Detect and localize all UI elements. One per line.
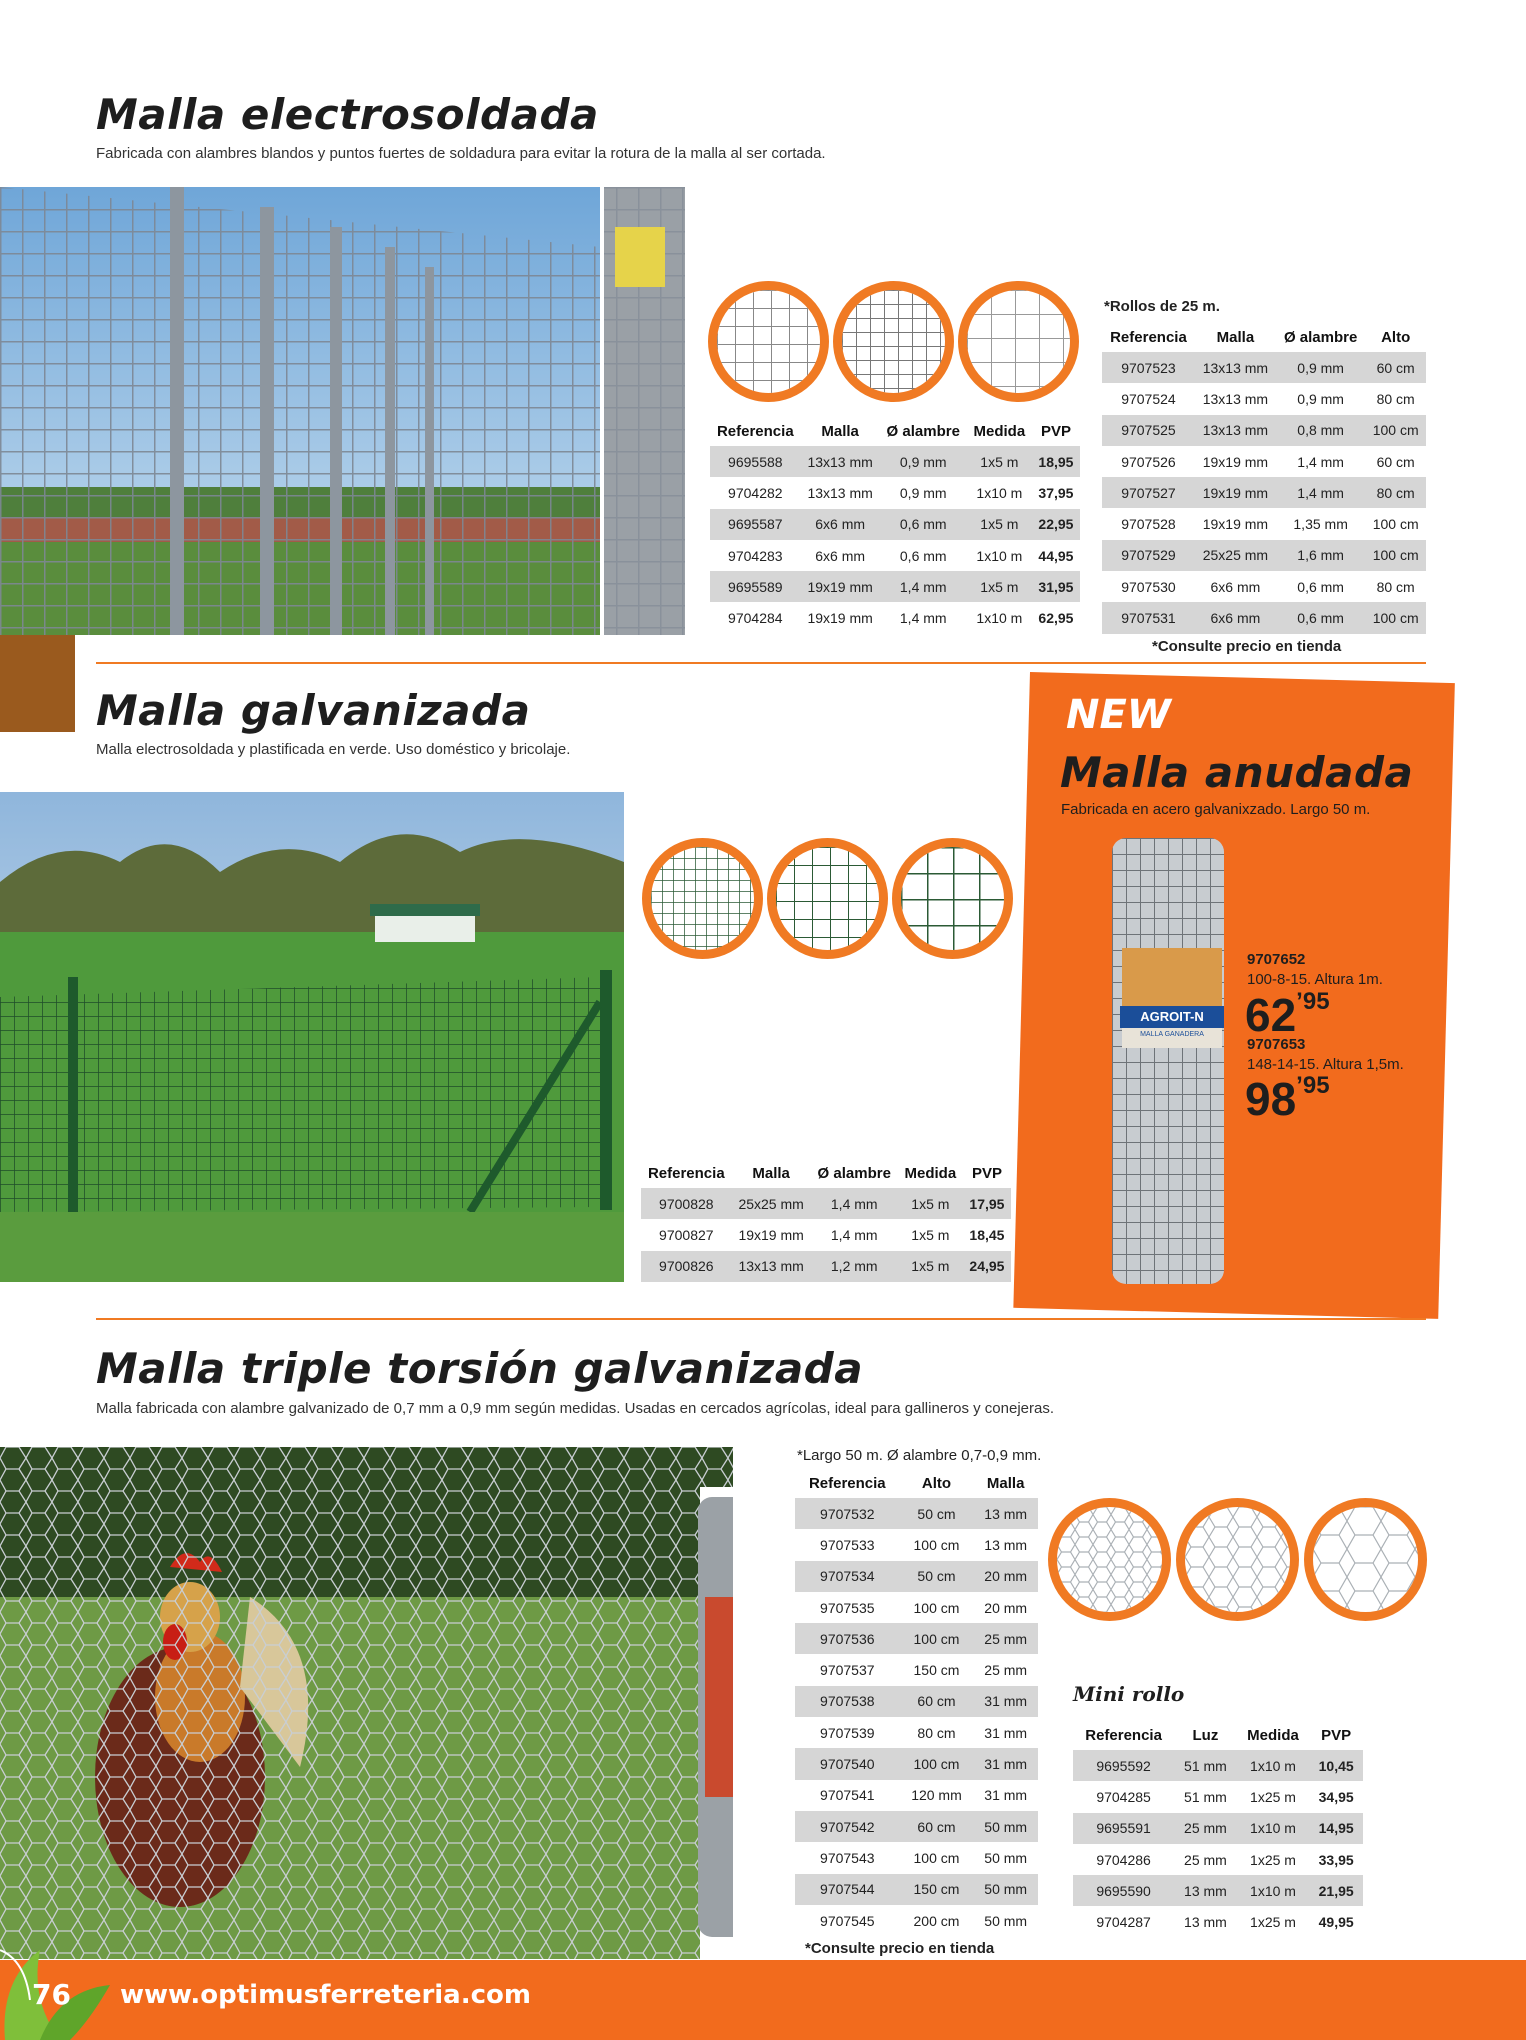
section-title: Malla galvanizada xyxy=(96,686,531,735)
table-cell: 49,95 xyxy=(1318,1914,1354,1931)
table-cell: 44,95 xyxy=(1038,547,1074,564)
table-cell: 51 mm xyxy=(1174,1750,1237,1781)
table-cell: 9707542 xyxy=(795,1811,900,1842)
table-cell: 9707540 xyxy=(795,1748,900,1779)
col-header: Ø alambre xyxy=(886,422,960,440)
table-cell: 1,4 mm xyxy=(1276,477,1365,508)
hex-mesh-50mm-circle xyxy=(1304,1498,1427,1621)
table-cell: 9704284 xyxy=(728,610,783,627)
roll-sub: MALLA GANADERA xyxy=(1140,1031,1204,1038)
col-header: Referencia xyxy=(1085,1726,1162,1744)
table-cell: 9707536 xyxy=(795,1623,900,1654)
table-cell: 100 cm xyxy=(900,1748,974,1779)
table-cell: 9707525 xyxy=(1102,415,1195,446)
garden-fence-photo xyxy=(0,792,624,1282)
table-cell: 1x10 m xyxy=(1237,1813,1310,1844)
table-cell: 9707539 xyxy=(820,1724,875,1741)
table-row xyxy=(1102,602,1426,633)
table-cell: 60 cm xyxy=(1365,352,1426,383)
table-cell: 50 mm xyxy=(984,1849,1028,1866)
table-cell: 9707532 xyxy=(795,1498,900,1529)
promo-subtitle: Fabricada en acero galvanixzado. Largo 50 m. xyxy=(1061,801,1371,818)
table-cell: 1x5 m xyxy=(967,446,1032,477)
table-cell: 60 cm xyxy=(900,1686,974,1717)
table-cell: 13x13 mm xyxy=(801,446,880,477)
table-row xyxy=(1102,446,1426,477)
price-dec: ’95 xyxy=(1296,988,1330,1015)
table-row xyxy=(795,1498,1038,1529)
col-header: PVP xyxy=(971,1164,1002,1182)
table-cell: 9707533 xyxy=(820,1536,875,1553)
table-cell: 31 mm xyxy=(973,1748,1038,1779)
table-row xyxy=(710,446,1080,477)
table-cell: 25 mm xyxy=(984,1662,1028,1679)
table-row xyxy=(1073,1844,1363,1875)
table-cell: 31 mm xyxy=(973,1686,1038,1717)
table-cell: 1,2 mm xyxy=(811,1251,898,1282)
table-cell: 37,95 xyxy=(1038,484,1074,501)
table-cell: 9704286 xyxy=(1096,1851,1151,1868)
table-cell: 0,6 mm xyxy=(880,509,967,540)
table-cell: 0,6 mm xyxy=(1297,578,1344,595)
leaf-icon xyxy=(0,1890,110,2040)
table-cell: 9695592 xyxy=(1073,1750,1174,1781)
table-cell: 50 mm xyxy=(973,1811,1038,1842)
table-cell: 9707534 xyxy=(795,1561,900,1592)
col-header: PVP xyxy=(1321,1726,1352,1744)
table-cell: 31 mm xyxy=(984,1724,1028,1741)
table-cell: 1x25 m xyxy=(1250,1788,1296,1805)
rooster-photo xyxy=(0,1447,733,1959)
table-cell: 1x10 m xyxy=(976,547,1023,564)
table-cell: 50 mm xyxy=(984,1912,1028,1929)
table-cell: 9695589 xyxy=(710,571,801,602)
table-row xyxy=(641,1219,1011,1250)
table-cell: 9707541 xyxy=(820,1787,875,1804)
table-row xyxy=(710,571,1080,602)
table-cell: 1x10 m xyxy=(1237,1750,1310,1781)
table-cell: 120 mm xyxy=(911,1787,962,1804)
table-cell: 1,4 mm xyxy=(899,610,947,627)
table-cell: 100 cm xyxy=(913,1599,960,1616)
mesh-sample-19x19-circle xyxy=(958,281,1079,402)
table-cell: 9704285 xyxy=(1096,1788,1151,1805)
table-cell: 0,9 mm xyxy=(880,446,967,477)
section-title: Malla triple torsión galvanizada xyxy=(96,1344,864,1393)
table-cell: 9707523 xyxy=(1102,352,1195,383)
table-cell: 0,9 mm xyxy=(1297,390,1344,407)
table-cell: 9695588 xyxy=(710,446,801,477)
table-cell: 18,95 xyxy=(1032,446,1080,477)
table-row xyxy=(795,1811,1038,1842)
table-cell: 80 cm xyxy=(1376,390,1415,407)
table-cell: 1x25 m xyxy=(1250,1851,1296,1868)
table-cell: 1,35 mm xyxy=(1293,516,1348,533)
table-cell: 19x19 mm xyxy=(801,571,880,602)
promo-title: Malla anudada xyxy=(1060,748,1414,797)
col-header: Medida xyxy=(973,422,1026,440)
table-cell: 18,45 xyxy=(969,1226,1005,1243)
promo-badge: NEW xyxy=(1066,692,1171,738)
hex-mesh-13mm-circle xyxy=(1048,1498,1171,1621)
table-cell: 13x13 mm xyxy=(1195,415,1276,446)
hex-mesh-25mm-circle xyxy=(1176,1498,1299,1621)
table-row xyxy=(795,1654,1038,1685)
table-cell: 9707543 xyxy=(820,1849,875,1866)
table-cell: 9707545 xyxy=(820,1912,875,1929)
electrosoldada-price-table xyxy=(710,416,1080,634)
table-cell: 51 mm xyxy=(1184,1788,1227,1805)
table-row xyxy=(795,1905,1038,1936)
table-cell: 1x10 m xyxy=(976,484,1023,501)
table-footnote: *Consulte precio en tienda xyxy=(1152,638,1342,655)
promo-item-1-desc: 100-8-15. Altura 1m. xyxy=(1247,971,1383,988)
table-cell: 1,4 mm xyxy=(830,1226,878,1243)
table-row xyxy=(1073,1813,1363,1844)
table-row xyxy=(795,1717,1038,1748)
table-row xyxy=(1102,477,1426,508)
table-cell: 9707531 xyxy=(1102,602,1195,633)
roll-brand: AGROIT-N xyxy=(1140,1009,1204,1024)
table-cell: 9707544 xyxy=(795,1874,900,1905)
table-footnote: *Consulte precio en tienda xyxy=(805,1940,995,1957)
table-cell: 24,95 xyxy=(963,1251,1011,1282)
table-cell: 50 cm xyxy=(900,1498,974,1529)
table-cell: 1x25 m xyxy=(1250,1914,1296,1931)
col-header: Malla xyxy=(1216,328,1255,346)
mesh-sample-25x25-circle xyxy=(892,838,1013,959)
table-cell: 150 cm xyxy=(913,1662,960,1679)
table-cell: 50 cm xyxy=(900,1561,974,1592)
table-cell: 100 cm xyxy=(900,1623,974,1654)
table-row xyxy=(1073,1906,1363,1937)
table-note: *Rollos de 25 m. xyxy=(1104,298,1220,315)
table-cell: 13x13 mm xyxy=(1202,390,1269,407)
table-cell: 9707524 xyxy=(1121,390,1176,407)
table-cell: 0,6 mm xyxy=(899,547,947,564)
table-row xyxy=(795,1874,1038,1905)
table-note: *Largo 50 m. Ø alambre 0,7-0,9 mm. xyxy=(797,1447,1042,1464)
table-cell: 9704287 xyxy=(1096,1914,1151,1931)
table-cell: 0,6 mm xyxy=(1276,602,1365,633)
table-row xyxy=(795,1686,1038,1717)
table-cell: 19x19 mm xyxy=(1202,516,1269,533)
table-cell: 9695591 xyxy=(1073,1813,1174,1844)
table-cell: 17,95 xyxy=(963,1188,1011,1219)
table-row xyxy=(641,1251,1011,1282)
table-row xyxy=(710,477,1080,508)
table-cell: 100 cm xyxy=(913,1849,960,1866)
page-number: 76 xyxy=(32,1978,71,2011)
table-cell: 25 mm xyxy=(973,1623,1038,1654)
galvanizada-price-table xyxy=(641,1158,1011,1282)
table-cell: 20 mm xyxy=(973,1561,1038,1592)
promo-item-1-price xyxy=(1245,988,1330,1042)
section-divider xyxy=(96,662,1426,664)
table-cell: 34,95 xyxy=(1318,1788,1354,1805)
table-cell: 1x10 m xyxy=(1237,1875,1310,1906)
table-cell: 80 cm xyxy=(917,1724,956,1741)
table-cell: 19x19 mm xyxy=(738,1226,804,1243)
table-cell: 9707526 xyxy=(1121,453,1176,470)
section-subtitle: Fabricada con alambres blandos y puntos fuertes de soldadura para evitar la rotura de la malla al ser cortada. xyxy=(96,145,826,162)
promo-item-2-price xyxy=(1245,1072,1330,1126)
table-row xyxy=(1102,352,1426,383)
table-cell: 9707538 xyxy=(795,1686,900,1717)
table-cell: 100 cm xyxy=(1365,540,1426,571)
table-cell: 200 cm xyxy=(913,1912,960,1929)
table-cell: 1,4 mm xyxy=(880,571,967,602)
table-cell: 1,6 mm xyxy=(1276,540,1365,571)
table-cell: 25x25 mm xyxy=(732,1188,811,1219)
table-row xyxy=(710,509,1080,540)
table-cell: 14,95 xyxy=(1309,1813,1363,1844)
table-cell: 31,95 xyxy=(1032,571,1080,602)
table-cell: 19x19 mm xyxy=(1202,453,1269,470)
table-cell: 100 cm xyxy=(913,1536,960,1553)
table-cell: 100 cm xyxy=(1365,602,1426,633)
section-subtitle: Malla fabricada con alambre galvanizado de 0,7 mm a 0,9 mm según medidas. Usadas en cercados agrícolas, ideal para gallineros y conejeras. xyxy=(96,1400,1055,1417)
table-cell: 13x13 mm xyxy=(1195,352,1276,383)
table-cell: 0,9 mm xyxy=(1276,352,1365,383)
table-cell: 9700828 xyxy=(641,1188,732,1219)
table-cell: 6x6 mm xyxy=(801,509,880,540)
table-cell: 0,8 mm xyxy=(1276,415,1365,446)
table-cell: 1x5 m xyxy=(967,509,1032,540)
section-divider xyxy=(96,1318,1426,1320)
col-header: Malla xyxy=(752,1164,790,1182)
table-cell: 62,95 xyxy=(1038,610,1074,627)
mini-rollo-title: Mini rollo xyxy=(1073,1682,1185,1706)
promo-item-1-ref: 9707652 xyxy=(1247,951,1306,968)
table-cell: 9707537 xyxy=(820,1662,875,1679)
mesh-sample-13x13-circle xyxy=(708,281,829,402)
table-row xyxy=(795,1592,1038,1623)
table-cell: 9704282 xyxy=(728,484,783,501)
mini-rollo-table xyxy=(1073,1720,1363,1938)
table-row xyxy=(1102,540,1426,571)
table-cell: 100 cm xyxy=(1365,415,1426,446)
table-row xyxy=(1073,1781,1363,1812)
side-tab xyxy=(0,634,75,732)
section-subtitle: Malla electrosoldada y plastificada en verde. Uso doméstico y bricolaje. xyxy=(96,741,571,758)
promo-item-2-ref: 9707653 xyxy=(1247,1036,1306,1053)
col-header: PVP xyxy=(1040,422,1071,440)
table-cell: 6x6 mm xyxy=(1210,578,1261,595)
table-cell: 9695590 xyxy=(1073,1875,1174,1906)
table-cell: 60 cm xyxy=(900,1811,974,1842)
table-cell: 9700826 xyxy=(641,1251,732,1282)
table-row xyxy=(795,1780,1038,1811)
table-row xyxy=(795,1623,1038,1654)
table-cell: 10,45 xyxy=(1309,1750,1363,1781)
mesh-sample-13x13-circle xyxy=(642,838,763,959)
col-header: Referencia xyxy=(716,422,794,440)
table-cell: 9707527 xyxy=(1102,477,1195,508)
table-cell: 13 mm xyxy=(1184,1914,1227,1931)
table-cell: 21,95 xyxy=(1309,1875,1363,1906)
table-cell: 80 cm xyxy=(1376,578,1415,595)
table-cell: 25 mm xyxy=(1174,1813,1237,1844)
col-header: Malla xyxy=(821,422,859,440)
table-cell: 19x19 mm xyxy=(807,610,873,627)
table-cell: 9695587 xyxy=(710,509,801,540)
col-header: Ø alambre xyxy=(817,1164,891,1182)
table-cell: 25 mm xyxy=(1184,1851,1227,1868)
col-header: Referencia xyxy=(808,1474,886,1492)
table-cell: 1x10 m xyxy=(976,610,1023,627)
table-cell: 33,95 xyxy=(1318,1851,1354,1868)
table-row xyxy=(795,1529,1038,1560)
col-header: Medida xyxy=(1247,1726,1299,1744)
table-cell: 9707535 xyxy=(820,1599,875,1616)
price-dec: ’95 xyxy=(1296,1072,1330,1099)
col-header: Luz xyxy=(1192,1726,1219,1744)
table-row xyxy=(1102,415,1426,446)
table-cell: 9707529 xyxy=(1102,540,1195,571)
promo-item-2-desc: 148-14-15. Altura 1,5m. xyxy=(1247,1056,1404,1073)
table-cell: 80 cm xyxy=(1365,477,1426,508)
table-cell: 1x5 m xyxy=(911,1226,950,1243)
table-cell: 6x6 mm xyxy=(1195,602,1276,633)
table-cell: 50 mm xyxy=(973,1874,1038,1905)
triple-torsion-table xyxy=(795,1468,1038,1936)
table-row xyxy=(1102,508,1426,539)
mesh-sample-19x19-circle xyxy=(767,838,888,959)
table-cell: 9707528 xyxy=(1121,516,1176,533)
price-int: 62 xyxy=(1245,989,1297,1041)
table-cell: 1x5 m xyxy=(898,1251,963,1282)
table-cell: 9700827 xyxy=(659,1226,714,1243)
table-cell: 9707530 xyxy=(1121,578,1176,595)
table-cell: 20 mm xyxy=(984,1599,1028,1616)
table-cell: 31 mm xyxy=(984,1787,1028,1804)
table-cell: 1x5 m xyxy=(898,1188,963,1219)
table-row xyxy=(710,602,1080,633)
col-header: Ø alambre xyxy=(1283,328,1358,346)
table-cell: 60 cm xyxy=(1376,453,1415,470)
rollos-table xyxy=(1102,322,1426,634)
col-header: Alto xyxy=(1381,328,1411,346)
footer-url-link[interactable]: www.optimusferreteria.com xyxy=(120,1980,531,2010)
table-cell: 6x6 mm xyxy=(815,547,866,564)
col-header: Medida xyxy=(904,1164,957,1182)
fence-photo xyxy=(0,187,685,635)
table-cell: 19x19 mm xyxy=(1195,477,1276,508)
mesh-sample-6x6-circle xyxy=(833,281,954,402)
table-row xyxy=(795,1748,1038,1779)
table-cell: 13x13 mm xyxy=(732,1251,811,1282)
table-cell: 100 cm xyxy=(1372,516,1419,533)
section-title: Malla electrosoldada xyxy=(96,90,599,139)
col-header: Alto xyxy=(921,1474,952,1492)
table-row xyxy=(641,1188,1011,1219)
table-cell: 13 mm xyxy=(973,1498,1038,1529)
col-header: Malla xyxy=(986,1474,1025,1492)
table-cell: 150 cm xyxy=(900,1874,974,1905)
table-row xyxy=(1073,1875,1363,1906)
table-row xyxy=(795,1842,1038,1873)
table-row xyxy=(1073,1750,1363,1781)
table-cell: 13 mm xyxy=(1174,1875,1237,1906)
table-cell: 1,4 mm xyxy=(811,1188,898,1219)
table-row xyxy=(1102,571,1426,602)
table-row xyxy=(710,540,1080,571)
table-cell: 13 mm xyxy=(984,1536,1028,1553)
table-row xyxy=(1102,383,1426,414)
table-cell: 9704283 xyxy=(728,547,783,564)
knotted-mesh-roll xyxy=(1112,838,1224,1284)
table-cell: 1x5 m xyxy=(967,571,1032,602)
table-cell: 22,95 xyxy=(1032,509,1080,540)
table-cell: 1,4 mm xyxy=(1297,453,1344,470)
table-cell: 25x25 mm xyxy=(1195,540,1276,571)
table-cell: 13x13 mm xyxy=(807,484,873,501)
price-int: 98 xyxy=(1245,1073,1297,1125)
col-header: Referencia xyxy=(647,1164,725,1182)
col-header: Referencia xyxy=(1110,328,1187,346)
table-row xyxy=(795,1561,1038,1592)
table-cell: 0,9 mm xyxy=(899,484,947,501)
